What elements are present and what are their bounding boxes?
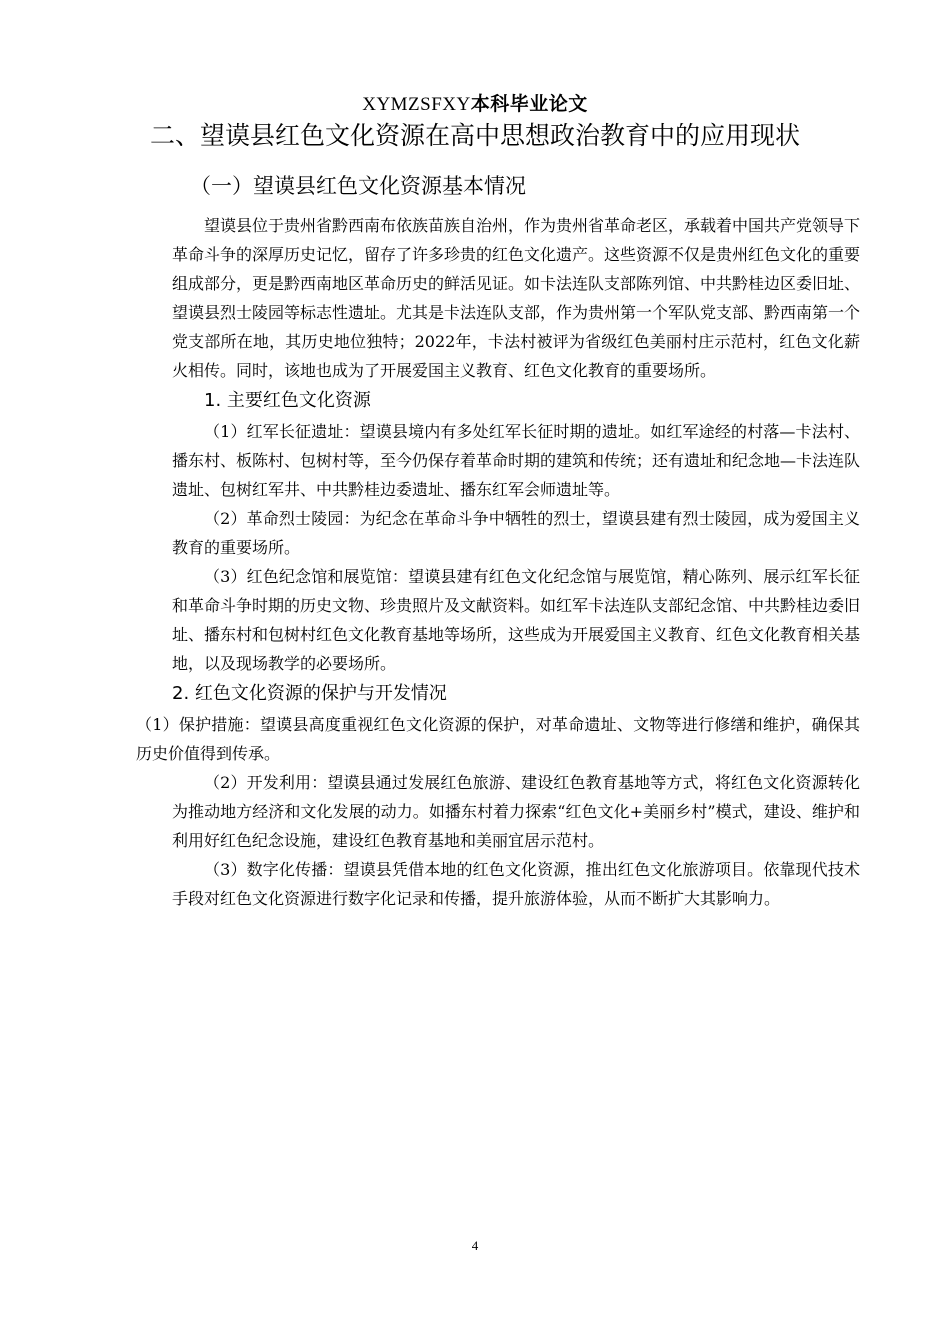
document-body (136, 211, 861, 913)
header-code: XYMZSFXY (362, 94, 471, 115)
resource-item-memorial-halls: （3）红色纪念馆和展览馆：望谟县建有红色文化纪念馆与展览馆，精心陈列、展示红军长征和革命斗争时期的历史文物、珍贵照片及文献资料。如红军卡法连队支部纪念馆、中共黔桂边委旧址、播东村和包树村红色文化教育基地等场所，这些成为开展爱国主义教育、红色文化教育相关基地，以及现场教学的必要场所。 (172, 567, 861, 673)
chapter-title: 二、望谟县红色文化资源在高中思想政治教育中的应用现状 (149, 121, 800, 150)
intro-paragraph: 望谟县位于贵州省黔西南布依族苗族自治州，作为贵州省革命老区，承载着中国共产党领导下革命斗争的深厚历史记忆，留存了许多珍贵的红色文化遗产。这些资源不仅是贵州红色文化的重要组成部分，更是黔西南地区革命历史的鲜活见证。如卡法连队支部陈列馆、中共黔桂边区委旧址、望谟县烈士陵园等标志性遗址。尤其是卡法连队支部，作为贵州第一个军队党支部、黔西南第一个党支部所在地，其历史地位独特；2022年，卡法村被评为省级红色美丽村庄示范村，红色文化薪火相传。同时，该地也成为了开展爱国主义教育、红色文化教育的重要场所。 (172, 216, 861, 380)
page-number: 4 (471, 1238, 479, 1253)
development-paragraph: （2）开发利用：望谟县通过发展红色旅游、建设红色教育基地等方式，将红色文化资源转化为推动地方经济和文化发展的动力。如播东村着力探索“红色文化+美丽乡村”模式，建设、维护和利用好红色纪念设施，建设红色教育基地和美丽宜居示范村。 (172, 773, 860, 850)
resource-item-long-march-sites: （1）红军长征遗址：望谟县境内有多处红军长征时期的遗址。如红军途经的村落—卡法村、播东村、板陈村、包树村等，至今仍保存着革命时期的建筑和传统；还有遗址和纪念地—卡法连队遗址、包树红军井、中共黔桂边委遗址、播东红军会师遗址等。 (172, 422, 861, 499)
digital-communication-paragraph: （3）数字化传播：望谟县凭借本地的红色文化资源，推出红色文化旅游项目。依靠现代技术手段对红色文化资源进行数字化记录和传播，提升旅游体验，从而不断扩大其影响力。 (172, 860, 860, 908)
resource-item-martyrs-cemetery: （2）革命烈士陵园：为纪念在革命斗争中牺牲的烈士，望谟县建有烈士陵园，成为爱国主义教育的重要场所。 (172, 509, 860, 557)
section-title: （一）望谟县红色文化资源基本情况 (190, 174, 526, 198)
header-label: 本科毕业论文 (470, 93, 588, 115)
subsection-title-main-resources: 1. 主要红色文化资源 (204, 390, 371, 411)
protection-measures-paragraph: （1）保护措施：望谟县高度重视红色文化资源的保护，对革命遗址、文物等进行修缮和维护，确保其历史价值得到传承。 (136, 715, 860, 763)
subsection-title-protection-development: 2. 红色文化资源的保护与开发情况 (172, 683, 447, 704)
page-header (0, 92, 950, 117)
